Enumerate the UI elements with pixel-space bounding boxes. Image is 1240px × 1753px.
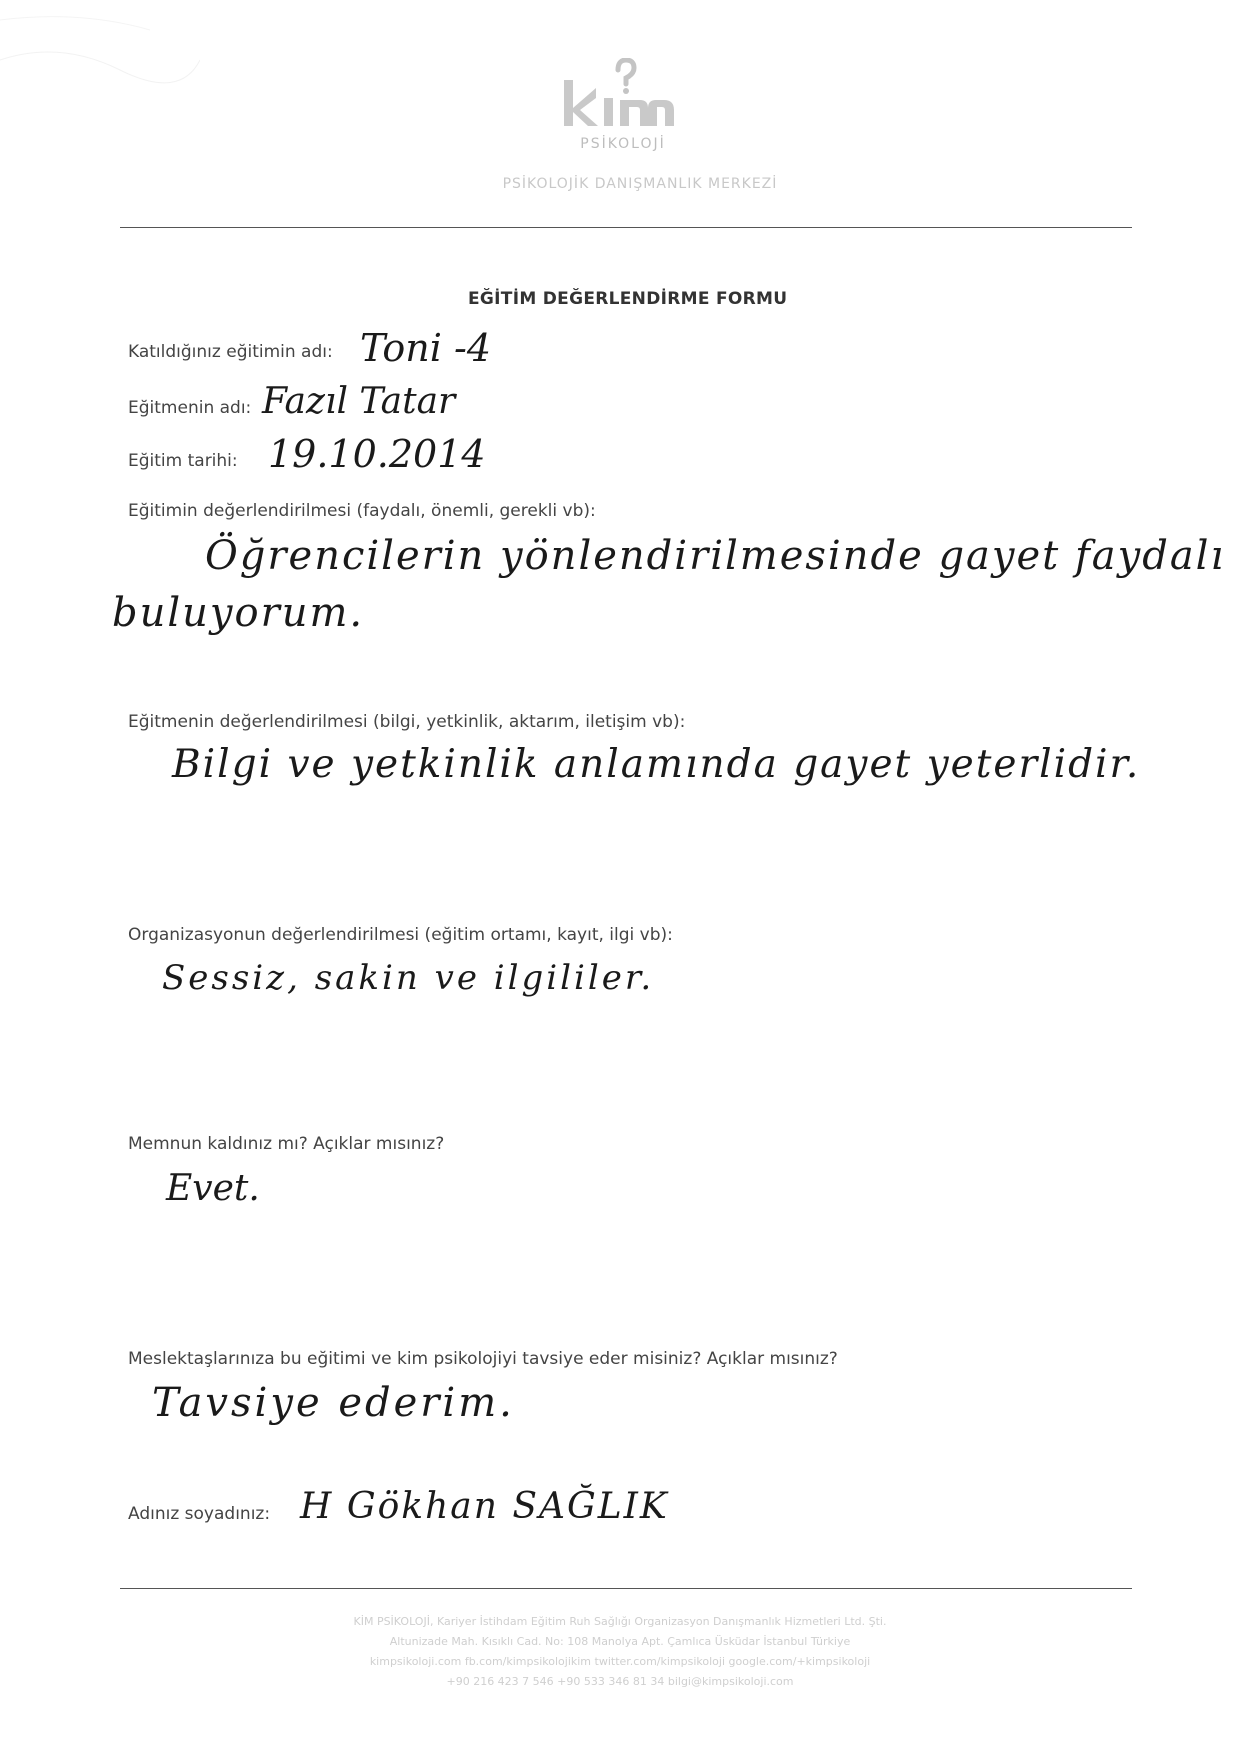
trainer-name-label: Eğitmenin adı: [128, 398, 252, 418]
footer-divider [120, 1588, 1132, 1589]
footer [160, 1612, 1080, 1692]
training-date-label: Eğitim tarihi: [128, 451, 238, 471]
logo-mark [560, 58, 686, 136]
scan-artifact [0, 0, 200, 120]
full-name-value[interactable]: H Gökhan SAĞLIK [300, 1486, 669, 1527]
org-eval-line-1[interactable]: Sessiz, sakin ve ilgililer. [162, 958, 655, 998]
recommend-line-1[interactable]: Tavsiye ederim. [152, 1380, 515, 1426]
trainer-eval-line-1[interactable]: Bilgi ve yetkinlik anlamında gayet yeterlidir. [172, 742, 1141, 787]
satisfaction-line-1[interactable]: Evet. [166, 1168, 260, 1209]
recommend-label: Meslektaşlarınıza bu eğitimi ve kim psikolojiyi tavsiye eder misiniz? Açıklar mısınız? [128, 1349, 838, 1369]
logo-subtitle: PSİKOLOJİ [580, 136, 666, 152]
full-name-label: Adınız soyadınız: [128, 1504, 271, 1524]
satisfaction-label: Memnun kaldınız mı? Açıklar mısınız? [128, 1134, 445, 1154]
training-eval-label: Eğitimin değerlendirilmesi (faydalı, önemli, gerekli vb): [128, 501, 596, 521]
footer-links: kimpsikoloji.com fb.com/kimpsikolojikim twitter.com/kimpsikoloji google.com/+kimpsikoloji [369, 1655, 871, 1668]
training-eval-line-2[interactable]: buluyorum. [112, 590, 365, 636]
org-eval-label: Organizasyonun değerlendirilmesi (eğitim ortamı, kayıt, ilgi vb): [128, 925, 673, 945]
training-date-value[interactable]: 19.10.2014 [268, 432, 486, 476]
form-title: EĞİTİM DEĞERLENDİRME FORMU [468, 289, 788, 309]
footer-contact: +90 216 423 7 546 +90 533 346 81 34 bilgi@kimpsikoloji.com [446, 1675, 794, 1688]
trainer-name-value[interactable]: Fazıl Tatar [262, 381, 456, 422]
footer-company: KİM PSİKOLOJİ, Kariyer İstihdam Eğitim Ruh Sağlığı Organizasyon Danışmanlık Hizmetleri Ltd. Şti. [353, 1615, 887, 1628]
header-divider [120, 227, 1132, 228]
training-name-value[interactable]: Toni -4 [360, 326, 491, 370]
tagline: PSİKOLOJİK DANIŞMANLIK MERKEZİ [502, 176, 778, 192]
footer-address: Altunizade Mah. Kısıklı Cad. No: 108 Manolya Apt. Çamlıca Üsküdar İstanbul Türkiye [389, 1635, 851, 1648]
trainer-eval-label: Eğitmenin değerlendirilmesi (bilgi, yetkinlik, aktarım, iletişim vb): [128, 712, 686, 732]
training-name-label: Katıldığınız eğitimin adı: [128, 342, 333, 362]
kim-logo [560, 58, 686, 162]
training-eval-line-1[interactable]: Öğrencilerin yönlendirilmesinde gayet faydalı [205, 533, 1226, 579]
